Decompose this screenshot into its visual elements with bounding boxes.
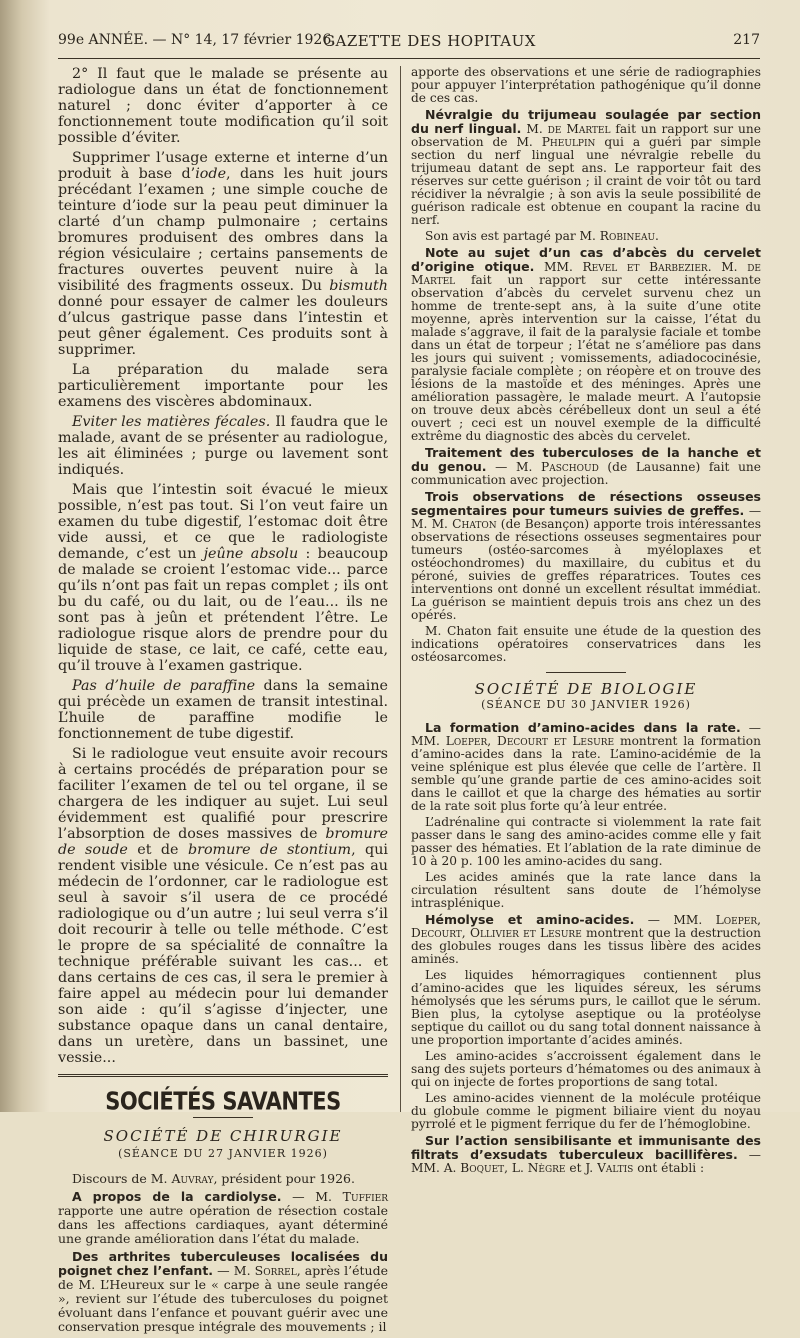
society-title: SOCIÉTÉ DE CHIRURGIE: [103, 1127, 343, 1145]
paragraph: Les amino-acides s’accroissent également dans le sang des sujets porteurs d’hématomes ou des animaux à qui on injecte de fortes proportions de sang total.: [411, 1049, 761, 1089]
paragraph: Les acides aminés que la rate lance dans la circulation résultent sans doute de l’hémolyse intrasplénique.: [411, 870, 761, 910]
session-date: (SÉANCE DU 27 JANVIER 1926): [118, 1147, 328, 1160]
paragraph: Si le radiologue veut ensuite avoir recours à certains procédés de préparation pour se faciliter l’examen de tel ou tel organe, il se chargera de les indiquer au sujet. Lui seul évidemment est qualifié pour prescrire l’absorption de doses massives de bromure de soude et de bromure de stontium, qui rendent visible une vésicule. Ce n’est pas au médecin de l’ordonner, car le radiologue est seul à savoir s’il usera de ce procédé radiologique ou d’un autre ; lui seul verra s’il doit recourir à telle ou telle méthode. C’est le propre de sa spécialité de connaître la technique préférable suivant les cas... et dans certains de ces cas, il sera le premier à faire appel au médecin pour lui demander son aide : qu’il s’agisse d’injecter, une substance opaque dans un canal dentaire, dans un uretère, dans un bassinet, une vessie...: [58, 746, 388, 1066]
header-rule: [58, 58, 760, 59]
title-rule: [193, 1117, 253, 1118]
paragraph: Sur l’action sensibilisante et immunisante des filtrats d’exsudats tuberculeux bacillifères. — MM. A. Boquet, L. Nègre et J. Valtis ont établi :: [411, 1133, 761, 1175]
section-title: SOCIÉTÉS SAVANTES: [105, 1086, 341, 1116]
paragraph: Eviter les matières fécales. Il faudra que le malade, avant de se présenter au radiologue, les ait éliminées ; purge ou lavement sont indiqués.: [58, 414, 388, 478]
paragraph: 2° Il faut que le malade se présente au radiologue dans un état de fonctionnement naturel ; donc éviter d’apporter à ce fonctionnement toute modification qu’il soit possible d’éviter.: [58, 66, 388, 146]
paragraph: L’adrénaline qui contracte si violemment la rate fait passer dans le sang des amino-acides comme elle y fait passer des hématies. Et l’ablation de la rate diminue de 10 à 20 p. 100 les amino-acides du sang.: [411, 815, 761, 868]
paragraph: Des arthrites tuberculeuses localisées du poignet chez l’enfant. — M. Sorrel, après l’étude de M. L’Heureux sur le « carpe à une seule rangée », revient sur l’étude des tuberculoses du poignet évoluant dans l’enfance et pouvant guérir avec une conservation presque intégrale des mouvements ; il: [58, 1249, 388, 1334]
paragraph: Son avis est partagé par M. Robineau.: [425, 229, 659, 243]
journal-title: GAZETTE DES HOPITAUX: [323, 32, 536, 50]
paragraph: Note au sujet d’un cas d’abcès du cervelet d’origine otique. MM. Revel et Barbezier. M. de Martel fait un rapport sur cette intéressante observation d’abcès du cervelet survenu chez un homme de trente-sept ans, à la suite d’une otite moyenne, après intervention sur la caisse, l’état du malade s’aggrave, il fait de la paralysie faciale et tombe dans un état de torpeur ; l’état ne s’améliore pas dans les jours qui suivent ; vomissements, adiadococinésie, paralysie faciale complète ; on réopère et on trouve des lésions de la mastoïde et des méninges. Après une amélioration passagère, le malade meurt. A l’autopsie on trouve deux abcès cérébelleux dont un seul a été ouvert ; ceci est un nouvel exemple de la difficulté extrême du diagnostic des abcès du cervelet.: [411, 245, 761, 443]
issue-info: 99e ANNÉE. — N° 14, 17 février 1926.: [58, 32, 336, 48]
paragraph: Trois observations de résections osseuses segmentaires pour tumeurs suivies de greffes. — M. M. Chaton (de Besançon) apporte trois intéressantes observations de résections osseuses segmentaires pour tumeurs (ostéo-sarcomes à myéloplaxes et ostéochondromes) du maxillaire, du cubitus et du péroné, suivies de greffes réparatrices. Toutes ces interventions ont donné un excellent résultat immédiat. La guérison se maintient depuis trois ans chez un des opérés.: [411, 489, 762, 622]
paragraph: Mais que l’intestin soit évacué le mieux possible, n’est pas tout. Si l’on veut faire un examen du tube digestif, l’estomac doit être vide aussi, et ce que le radiologiste demande, c’est un jeûne absolu : beaucoup de malade se croient l’estomac vide... parce qu’ils n’ont pas fait un repas complet ; ils ont bu du café, ou du lait, ou de l’eau... ils ne sont pas à jeûn et prétendent l’être. Le radiologue risque alors de prendre pour du liquide de stase, ce lait, ce café, cette eau, qu’il trouve à l’examen gastrique.: [58, 482, 388, 674]
left-column: [58, 66, 388, 1338]
page-header: [58, 32, 760, 56]
section-divider: [58, 1074, 388, 1077]
society-title: SOCIÉTÉ DE BIOLOGIE: [474, 680, 698, 698]
paragraph: La préparation du malade sera particulièrement importante pour les examens des viscères abdominaux.: [58, 362, 388, 410]
paragraph: Supprimer l’usage externe et interne d’un produit à base d’iode, dans les huit jours précédant l’examen ; une simple couche de teinture d’iode sur la peau peut diminuer la clarté d’un champ pulmonaire ; certains bromures produisent des ombres dans la région vésiculaire ; certains pansements de fractures ouvertes peuvent nuire à la visibilité des fragments osseux. Du bismuth donné pour essayer de calmer les douleurs d’ulcus gastrique passe dans l’intestin et peut gêner également. Ces produits sont à supprimer.: [58, 150, 388, 358]
paragraph: Discours de M. Auvray, président pour 1926.: [72, 1171, 355, 1186]
section-rule: [546, 672, 626, 673]
paragraph: Les liquides hémorragiques contiennent plus d’amino-acides que les liquides séreux, les sérums hémolysés que les sérums purs, le caillot que le sérum. Bien plus, la cytolyse aseptique ou la protéolyse septique du caillot ou du sang total donnent naissance à une proportion importante d’acides aminés.: [411, 968, 761, 1047]
paragraph: Pas d’huile de paraffine dans la semaine qui précède un examen de transit intestinal. L’huile de paraffine modifie le fonctionnement de tube digestif.: [58, 678, 388, 742]
paragraph: Traitement des tuberculoses de la hanche et du genou. — M. Paschoud (de Lausanne) fait une communication avec projection.: [411, 445, 761, 487]
column-separator: [400, 66, 401, 1112]
paragraph: A propos de la cardiolyse. — M. Tuffier rapporte une autre opération de résection costale dans les affections cardiaques, ayant déterminé une grande amélioration dans l’état du malade.: [58, 1189, 388, 1246]
right-column: [411, 66, 761, 1178]
session-date: (SÉANCE DU 30 JANVIER 1926): [481, 698, 691, 711]
paragraph: Névralgie du trijumeau soulagée par section du nerf lingual. M. de Martel fait un rapport sur une observation de M. Pheulpin qui a guéri par simple section du nerf lingual une névralgie rebelle du trijumeau datant de sept ans. Le rapporteur fait des réserves sur cette guérison ; il craint de voir tôt ou tard récidiver la névralgie ; à son avis la seule possibilité de guérison radicale est obtenue en coupant la racine du nerf.: [411, 107, 761, 227]
paragraph: M. Chaton fait ensuite une étude de la question des indications opératoires conservatrices dans les ostéosarcomes.: [411, 624, 761, 664]
page-number: 217: [733, 32, 760, 48]
paragraph: apporte des observations et une série de radiographies pour appuyer l’interprétation pathogénique qu’il donne de ces cas.: [411, 65, 761, 105]
paragraph: Hémolyse et amino-acides. — MM. Loeper, Decourt, Ollivier et Lesure montrent que la destruction des globules rouges dans les tissus libère des acides aminés.: [411, 912, 761, 966]
paragraph: Les amino-acides viennent de la molécule protéique du globule comme le pigment biliaire vient du noyau pyrrolé et le pigment ferrique du fer de l’hémoglobine.: [411, 1091, 761, 1131]
paragraph: La formation d’amino-acides dans la rate. — MM. Loeper, Decourt et Lesure montrent la formation d’amino-acides dans la rate. L’amino-acidémie de la veine splénique est plus élevée que celle de l’artère. Il semble qu’une grande partie de ces amino-acides soit dans le caillot et que la charge des hématies au sortir de la rate soit plus forte qu’à leur entrée.: [411, 720, 761, 813]
